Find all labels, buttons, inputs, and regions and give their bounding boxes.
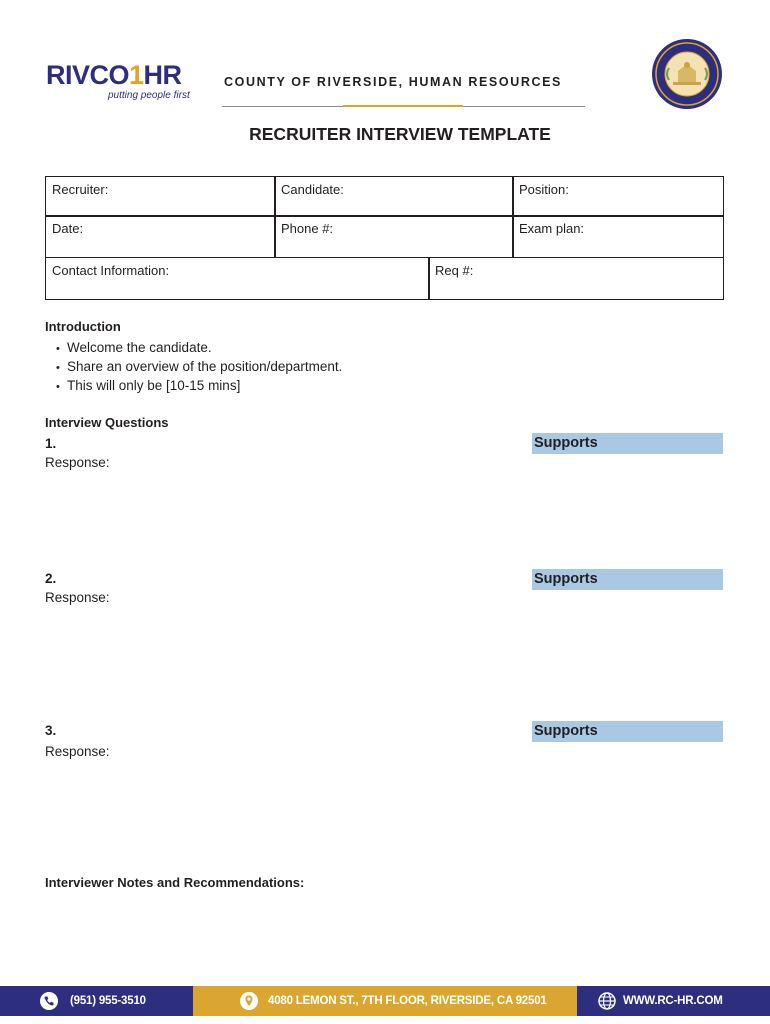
- candidate-field[interactable]: Candidate:: [274, 176, 514, 217]
- response-label: Response:: [45, 455, 110, 470]
- exam-plan-field[interactable]: Exam plan:: [512, 215, 724, 258]
- logo-wordmark: [46, 60, 182, 90]
- footer-phone: [0, 986, 193, 1016]
- logo-tagline: putting people first: [108, 90, 190, 101]
- intro-bullet: • Share an overview of the position/department.: [56, 359, 343, 374]
- logo-hr-text: HR: [143, 60, 182, 90]
- organization-name: COUNTY OF RIVERSIDE, HUMAN RESOURCES: [224, 75, 562, 89]
- intro-bullet: • Welcome the candidate.: [56, 340, 212, 355]
- logo-one-text: 1: [129, 60, 144, 90]
- question-number: 3.: [45, 723, 57, 738]
- footer-website[interactable]: [577, 986, 770, 1016]
- phone-icon: [40, 992, 58, 1010]
- location-pin-icon: [240, 992, 258, 1010]
- header-divider-accent: [343, 105, 463, 107]
- recruiter-field[interactable]: Recruiter:: [45, 176, 276, 217]
- interview-questions-heading: Interview Questions: [45, 415, 169, 430]
- position-field[interactable]: Position:: [512, 176, 724, 217]
- footer-bar: [0, 986, 770, 1016]
- contact-information-field[interactable]: Contact Information:: [45, 257, 430, 300]
- question-number: 1.: [45, 436, 57, 451]
- county-seal-icon: [651, 38, 723, 110]
- footer-address-text: 4080 LEMON ST., 7TH FLOOR, RIVERSIDE, CA 92501: [268, 995, 547, 1007]
- supports-label: Supports: [532, 569, 723, 590]
- footer-website-text[interactable]: WWW.RC-HR.COM: [623, 995, 723, 1007]
- response-label: Response:: [45, 744, 110, 759]
- question-number: 2.: [45, 571, 57, 586]
- footer-phone-text: (951) 955-3510: [70, 995, 146, 1007]
- supports-label: Supports: [532, 433, 723, 454]
- introduction-heading: Introduction: [45, 319, 121, 334]
- globe-icon: [598, 992, 616, 1010]
- interviewer-notes-heading: Interviewer Notes and Recommendations:: [45, 875, 305, 890]
- phone-field[interactable]: Phone #:: [274, 215, 514, 258]
- req-number-field[interactable]: Req #:: [428, 257, 724, 300]
- logo-main-text: RIVCO: [46, 60, 130, 90]
- supports-label: Supports: [532, 721, 723, 742]
- response-label: Response:: [45, 590, 110, 605]
- date-field[interactable]: Date:: [45, 215, 276, 258]
- document-title: RECRUITER INTERVIEW TEMPLATE: [249, 124, 551, 144]
- footer-address: [193, 986, 577, 1016]
- intro-bullet: • This will only be [10-15 mins]: [56, 378, 241, 393]
